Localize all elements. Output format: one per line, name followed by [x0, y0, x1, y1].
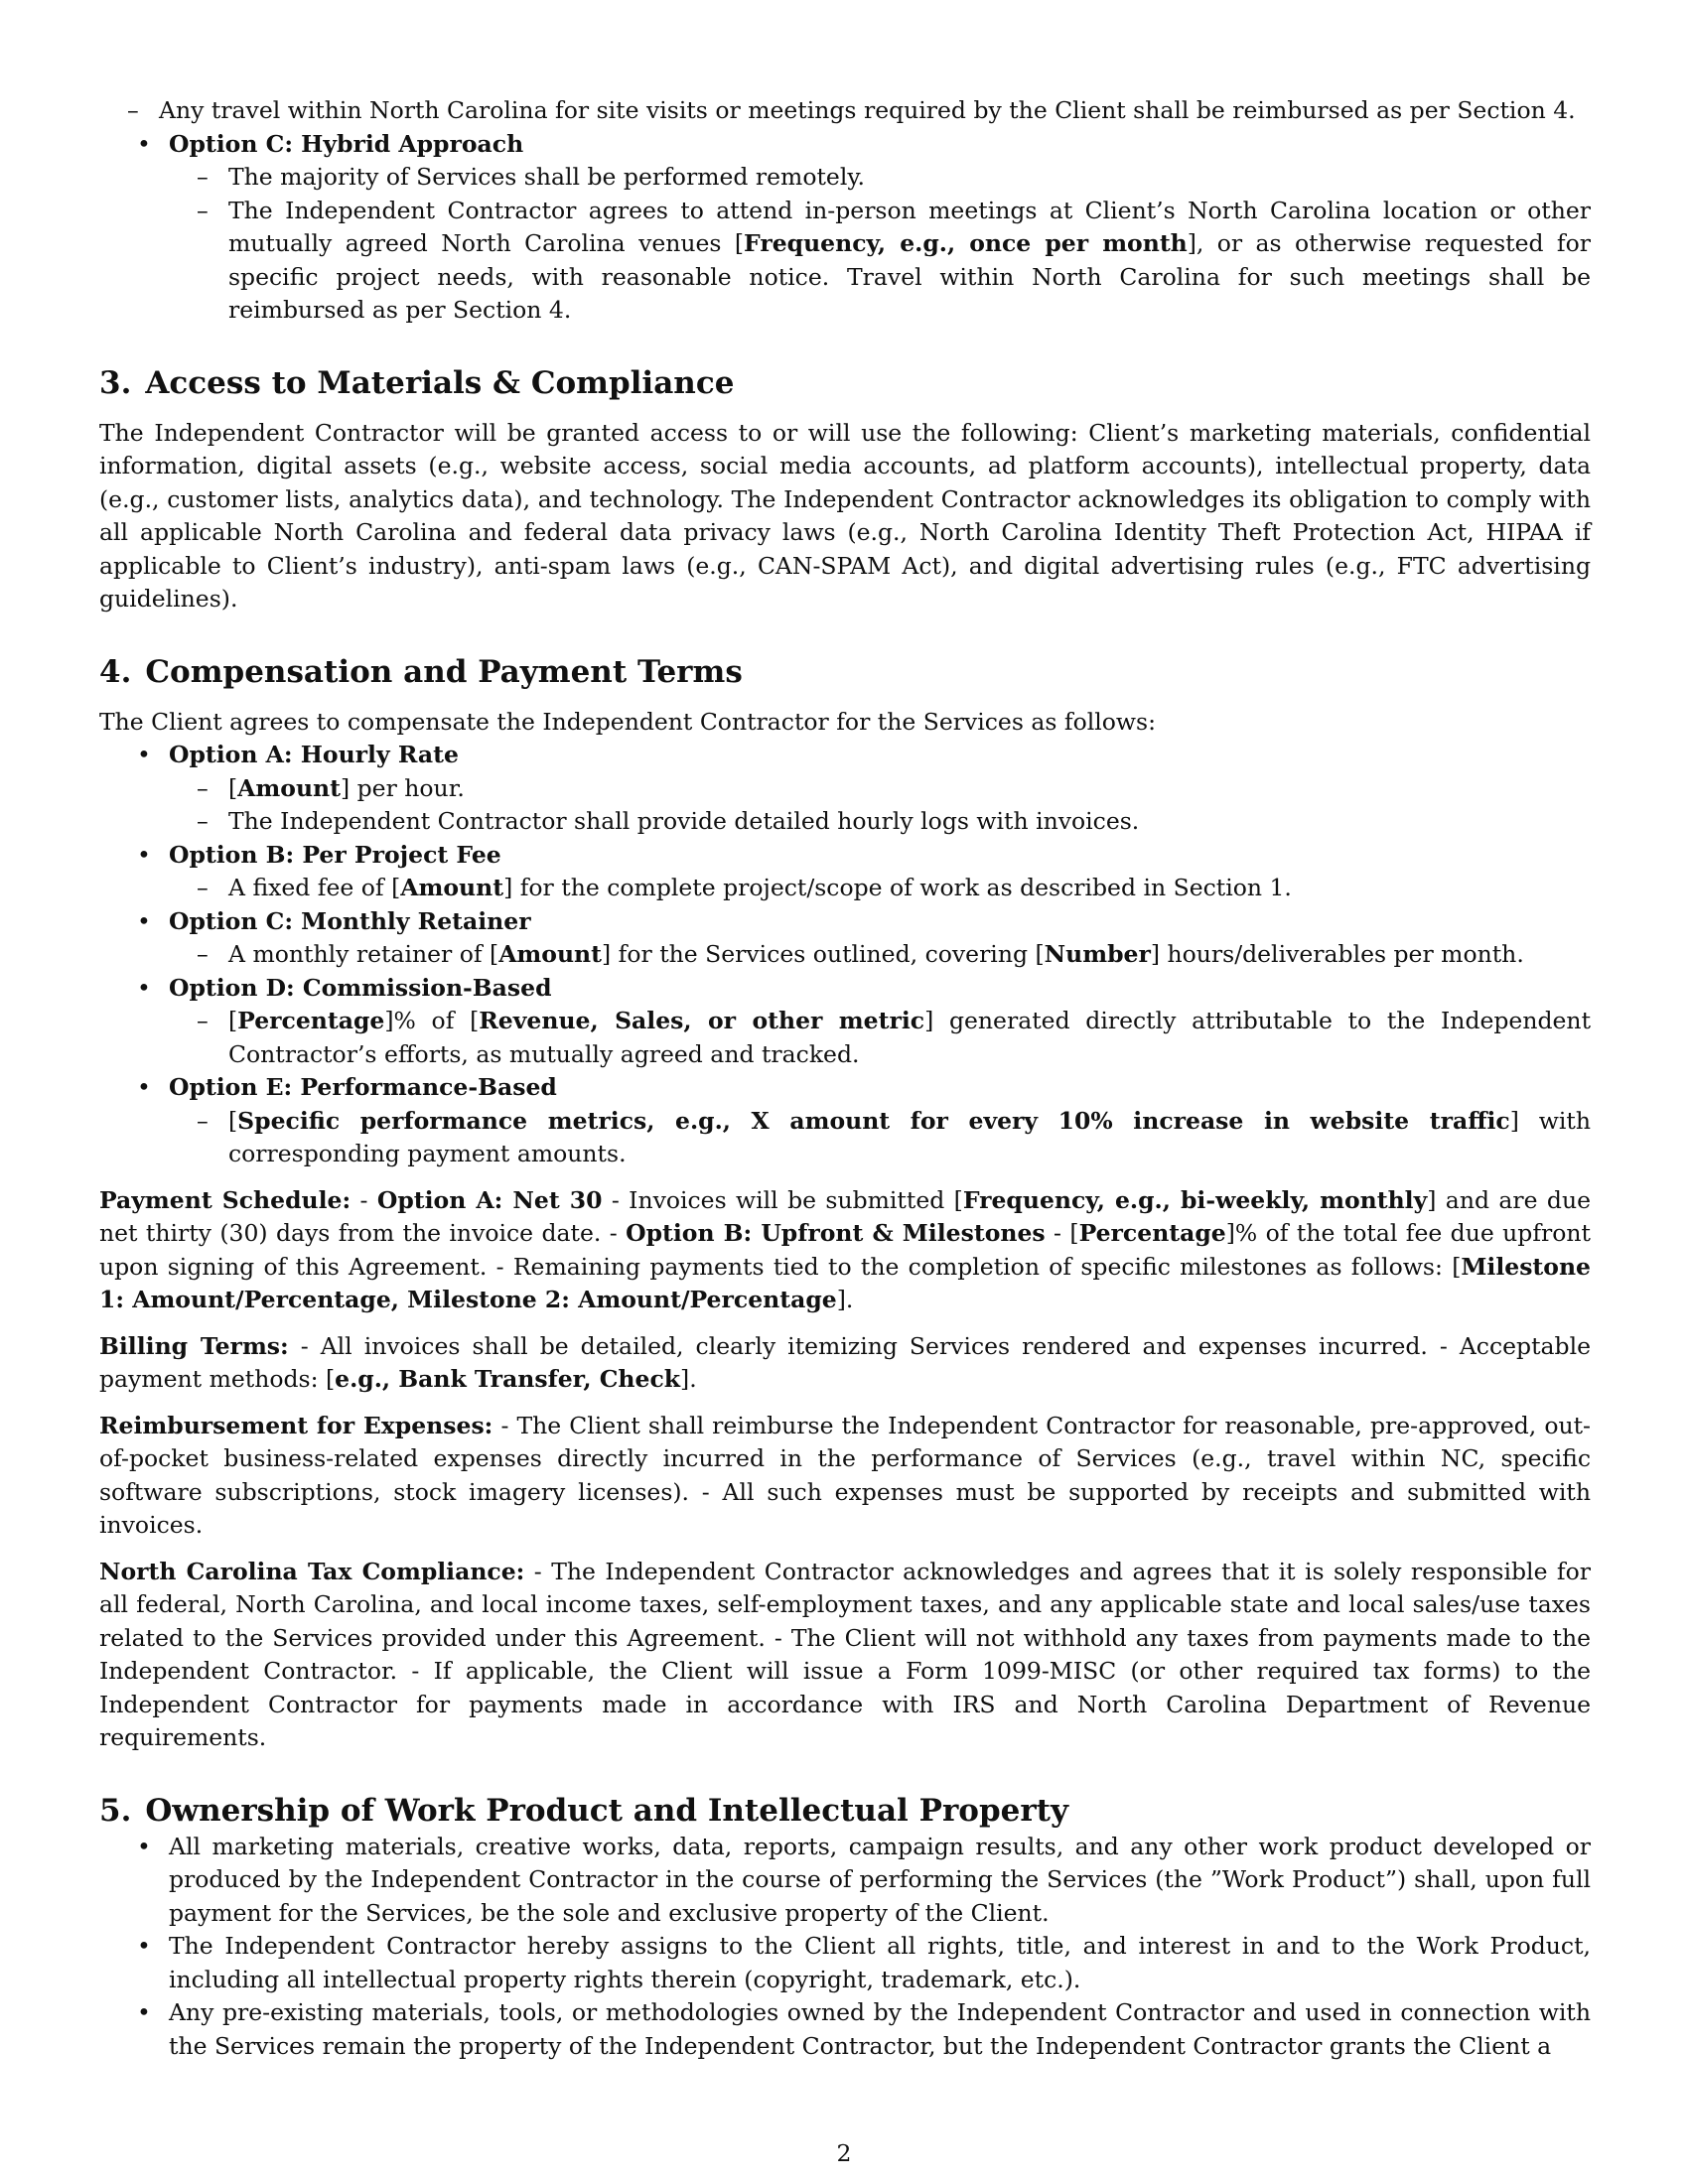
payment-schedule-paragraph: Payment Schedule: - Option A: Net 30 - Invoices will be submitted [Frequency, e.g., bi-weekly, monthly] and are due net thirty (30) days from the invoice date. - Option B: Upfront & Milestones - [Percentage]% of the total fee due upfront upon signing of this Agreement. - Remaining payments tied to the completion of specific milestones as follows: [Milestone 1: Amount/Percentage, Milestone 2: Amount/Percentage].: [99, 1185, 1591, 1313]
sub-list: [169, 1105, 1591, 1171]
option-title: Option C: Hybrid Approach: [169, 129, 524, 158]
option-title: Option B: Per Project Fee: [169, 840, 501, 869]
ownership-list: [99, 1831, 1591, 2064]
list-item: [99, 1071, 1591, 1171]
sub-list: [169, 772, 1591, 839]
list-item: [99, 739, 1591, 839]
list-item: – [Percentage]% of [Revenue, Sales, or other metric] generated directly attributable to the Independent Contractor’s efforts, as mutually agreed and tracked.: [169, 1005, 1591, 1071]
reimbursement-paragraph: Reimbursement for Expenses: - The Client shall reimburse the Independent Contractor for reasonable, pre-approved, out-of-pocket business-related expenses directly incurred in the performance of Services (e.g., travel within NC, specific software subscriptions, stock imagery licenses). - All such expenses must be supported by receipts and submitted with invoices.: [99, 1411, 1591, 1539]
section-body: The Independent Contractor will be granted access to or will use the following: Client’s marketing materials, confidential information, digital assets (e.g., website access, social media accounts, ad platform accounts), intellectual property, data (e.g., customer lists, analytics data), and technology. The Independent Contractor acknowledges its obligation to comply with all applicable North Carolina and federal data privacy laws (e.g., North Carolina Identity Theft Protection Act, HIPAA if applicable to Client’s industry), anti-spam laws (e.g., CAN-SPAM Act), and digital advertising rules (e.g., FTC advertising guidelines).: [99, 418, 1591, 613]
list-item: – A monthly retainer of [Amount] for the Services outlined, covering [Number] hours/deliverables per month.: [169, 938, 1591, 972]
list-item: – The majority of Services shall be performed remotely.: [169, 161, 1591, 195]
compensation-options-list: [99, 739, 1591, 1171]
list-item: [99, 128, 1591, 328]
option-title: Option D: Commission-Based: [169, 973, 552, 1002]
list-item: [99, 839, 1591, 905]
list-item: [99, 905, 1591, 972]
sub-list: [169, 872, 1591, 905]
page-number: 2: [836, 2139, 852, 2167]
section-intro: The Client agrees to compensate the Independent Contractor for the Services as follows:: [99, 707, 1157, 736]
list-item: – Any travel within North Carolina for site visits or meetings required by the Client shall be reimbursed as per Section 4.: [99, 94, 1591, 128]
list-item: – The Independent Contractor agrees to attend in-person meetings at Client’s North Carolina location or other mutually agreed North Carolina venues [Frequency, e.g., once per month], or as otherwise requested for specific project needs, with reasonable notice. Travel within North Carolina for such meetings shall be reimbursed as per Section 4.: [169, 195, 1591, 328]
document-page: [99, 94, 1591, 2063]
list-item: – [Amount] per hour.: [169, 772, 1591, 806]
section-heading: 5. Ownership of Work Product and Intellectual Property: [99, 1792, 1069, 1829]
list-item: – The Independent Contractor shall provide detailed hourly logs with invoices.: [169, 805, 1591, 839]
option-title: Option C: Monthly Retainer: [169, 906, 531, 935]
sub-list: [169, 1005, 1591, 1071]
option-title: Option E: Performance-Based: [169, 1073, 557, 1101]
billing-terms-paragraph: Billing Terms: - All invoices shall be detailed, clearly itemizing Services rendered and expenses incurred. - Acceptable payment methods: [e.g., Bank Transfer, Check].: [99, 1331, 1591, 1393]
section-heading: 3. Access to Materials & Compliance: [99, 364, 735, 401]
list-item: [99, 972, 1591, 1072]
option-title: Option A: Hourly Rate: [169, 741, 459, 768]
sub-list: [169, 938, 1591, 972]
list-item: • Any pre-existing materials, tools, or methodologies owned by the Independent Contractor and used in connection with the Services remain the property of the Independent Contractor, but the Independent Contractor grants the Client a: [99, 1996, 1591, 2063]
list-item: – [Specific performance metrics, e.g., X amount for every 10% increase in website traffic] with corresponding payment amounts.: [169, 1105, 1591, 1171]
list-item: • All marketing materials, creative works, data, reports, campaign results, and any other work product developed or produced by the Independent Contractor in the course of performing the Services (the ”Work Product”) shall, upon full payment for the Services, be the sole and exclusive property of the Client.: [99, 1831, 1591, 1931]
list-item: • The Independent Contractor hereby assigns to the Client all rights, title, and interest in and to the Work Product, including all intellectual property rights therein (copyright, trademark, etc.).: [99, 1930, 1591, 1996]
sub-list: [169, 161, 1591, 328]
travel-continuation-list: [99, 94, 1591, 128]
section-heading: 4. Compensation and Payment Terms: [99, 653, 743, 690]
list-item: – A fixed fee of [Amount] for the complete project/scope of work as described in Section 1.: [169, 872, 1591, 905]
hybrid-option-list: [99, 128, 1591, 328]
tax-compliance-paragraph: North Carolina Tax Compliance: - The Independent Contractor acknowledges and agrees that it is solely responsible for all federal, North Carolina, and local income taxes, self-employment taxes, and any applicable state and local sales/use taxes related to the Services provided under this Agreement. - The Client will not withhold any taxes from payments made to the Independent Contractor. - If applicable, the Client will issue a Form 1099-MISC (or other required tax forms) to the Independent Contractor for payments made in accordance with IRS and North Carolina Department of Revenue requirements.: [99, 1557, 1591, 1751]
